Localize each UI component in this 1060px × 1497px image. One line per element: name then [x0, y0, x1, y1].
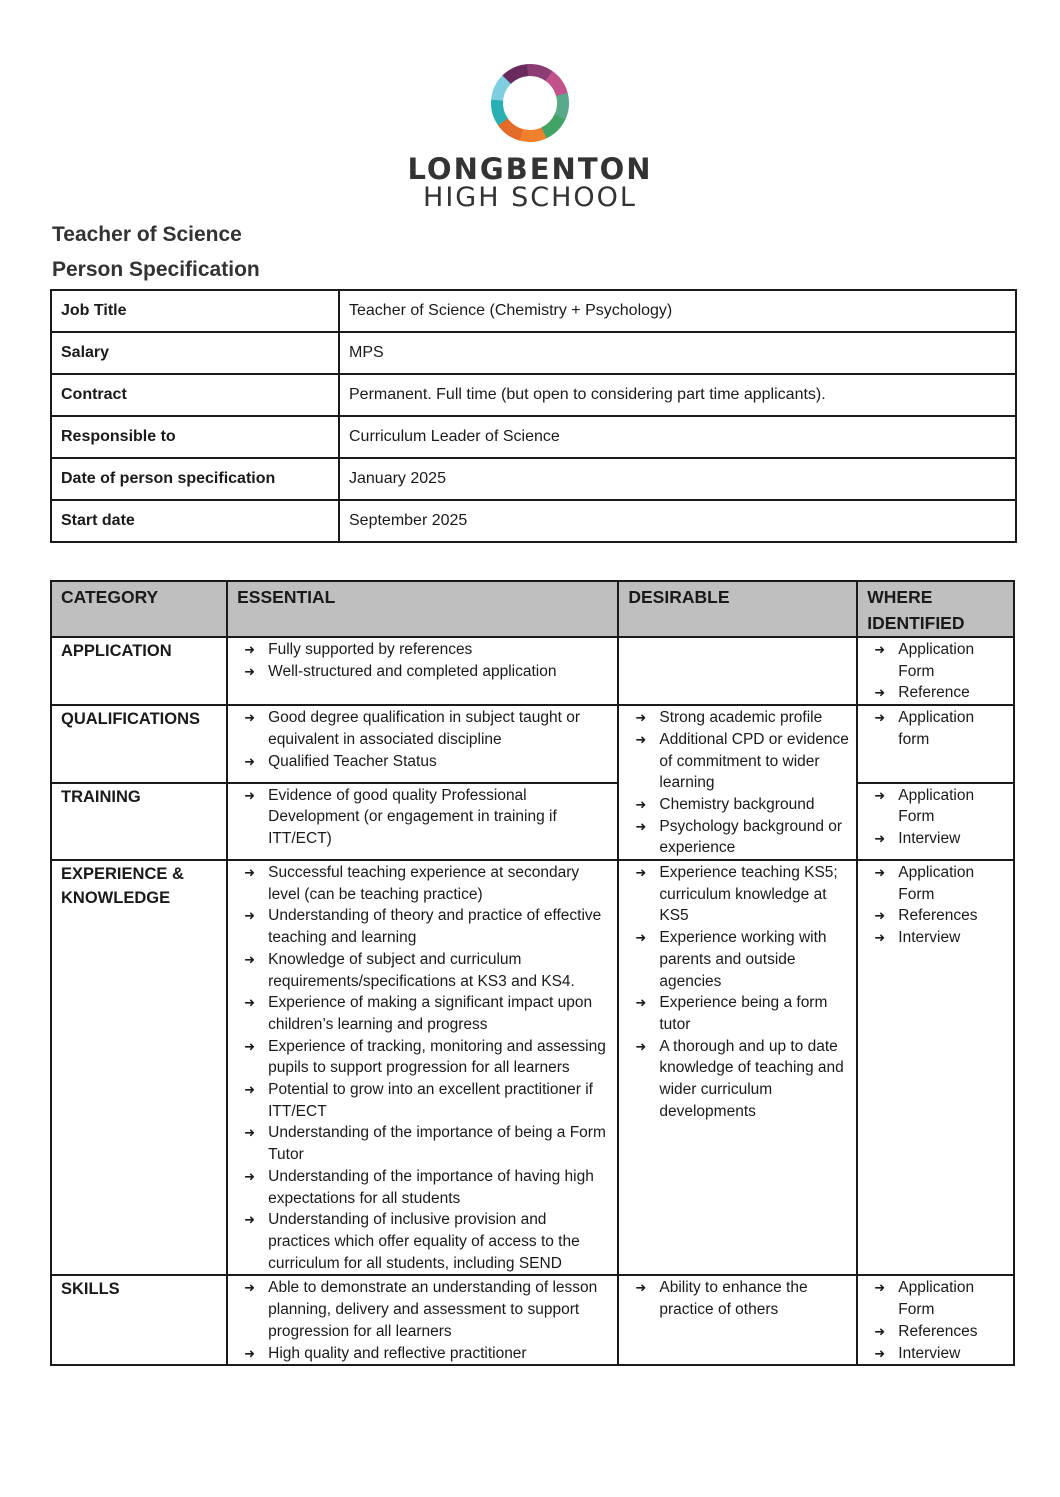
document-subtitle: Person Specification — [52, 258, 260, 281]
bullet-item: ➜ Application Form — [867, 1277, 1007, 1320]
header-category: CATEGORY — [51, 581, 227, 637]
info-label: Job Title — [51, 290, 339, 332]
info-value: Teacher of Science (Chemistry + Psychology) — [339, 290, 1016, 332]
bullet-item: ➜ Application Form — [867, 639, 1007, 682]
where-cell — [857, 860, 1014, 1275]
logo-ring-segment — [560, 94, 563, 117]
bullet-item: ➜ Experience teaching KS5; curriculum knowledge at KS5 — [628, 862, 850, 927]
bullet-item: ➜ Knowledge of subject and curriculum requirements/specifications at KS3 and KS4. — [237, 949, 611, 992]
category-label: EXPERIENCE & KNOWLEDGE — [51, 860, 227, 1275]
bullet-item: ➜ Experience of making a significant impact upon children’s learning and progress — [237, 992, 611, 1035]
bullet-item: ➜ Experience of tracking, monitoring and assessing pupils to support progression for all learners — [237, 1036, 611, 1079]
bullet-item: ➜ Understanding of the importance of being a Form Tutor — [237, 1122, 611, 1165]
where-cell — [857, 705, 1014, 782]
where-list — [867, 1277, 1007, 1364]
bullet-item: ➜ References — [867, 1321, 1007, 1343]
category-label: SKILLS — [51, 1275, 227, 1365]
info-row — [51, 416, 1016, 458]
bullet-item: ➜ High quality and reflective practitioner — [237, 1343, 611, 1365]
header-desirable: DESIRABLE — [618, 581, 857, 637]
logo-ring-icon — [489, 62, 571, 144]
logo-school-name: LONGBENTON — [407, 152, 653, 186]
bullet-item: ➜ Additional CPD or evidence of commitment to wider learning — [628, 729, 850, 794]
logo-ring-segment — [497, 79, 507, 100]
bullet-item: ➜ Strong academic profile — [628, 707, 850, 729]
info-row — [51, 332, 1016, 374]
desirable-cell — [618, 705, 857, 860]
bullet-item: ➜ Able to demonstrate an understanding of lesson planning, delivery and assessment to support progression for all learners — [237, 1277, 611, 1342]
spec-row-application — [51, 637, 1014, 705]
bullet-item: ➜ Application form — [867, 707, 1007, 750]
where-list — [867, 785, 1007, 850]
bullet-item: ➜ Understanding of theory and practice of effective teaching and learning — [237, 905, 611, 948]
header-essential: ESSENTIAL — [227, 581, 618, 637]
bullet-item: ➜ Interview — [867, 927, 1007, 949]
info-value: Permanent. Full time (but open to considering part time applicants). — [339, 374, 1016, 416]
bullet-item: ➜ Understanding of inclusive provision and practices which offer equality of access to the curriculum for all students, including SEND — [237, 1209, 611, 1274]
where-cell — [857, 783, 1014, 860]
where-cell — [857, 1275, 1014, 1365]
desirable-list — [628, 707, 850, 859]
person-specification-table — [50, 580, 1015, 1366]
logo-ring-segment — [521, 133, 544, 136]
bullet-item: ➜ Application Form — [867, 785, 1007, 828]
info-value: September 2025 — [339, 500, 1016, 542]
bullet-item: ➜ Well-structured and completed application — [237, 661, 611, 683]
bullet-item: ➜ References — [867, 905, 1007, 927]
spec-row-skills — [51, 1275, 1014, 1365]
desirable-cell — [618, 1275, 857, 1365]
desirable-list — [628, 862, 850, 1122]
info-label: Start date — [51, 500, 339, 542]
essential-cell — [227, 860, 618, 1275]
where-cell — [857, 637, 1014, 705]
essential-list — [237, 785, 611, 850]
info-value: Curriculum Leader of Science — [339, 416, 1016, 458]
essential-cell — [227, 783, 618, 860]
info-row — [51, 458, 1016, 500]
logo-school-subtitle: HIGH SCHOOL — [423, 182, 637, 213]
bullet-item: ➜ Good degree qualification in subject taught or equivalent in associated discipline — [237, 707, 611, 750]
bullet-item: ➜ Successful teaching experience at secondary level (can be teaching practice) — [237, 862, 611, 905]
logo-ring-segment — [507, 70, 528, 80]
info-label: Date of person specification — [51, 458, 339, 500]
essential-cell — [227, 705, 618, 782]
bullet-item: ➜ Experience being a form tutor — [628, 992, 850, 1035]
info-value: January 2025 — [339, 458, 1016, 500]
bullet-item: ➜ Ability to enhance the practice of others — [628, 1277, 850, 1320]
essential-list — [237, 862, 611, 1274]
info-label: Salary — [51, 332, 339, 374]
spec-row-experience — [51, 860, 1014, 1275]
bullet-item: ➜ Potential to grow into an excellent practitioner if ITT/ECT — [237, 1079, 611, 1122]
bullet-item: ➜ A thorough and up to date knowledge of teaching and wider curriculum developments — [628, 1036, 850, 1123]
bullet-item: ➜ Understanding of the importance of having high expectations for all students — [237, 1166, 611, 1209]
desirable-cell — [618, 860, 857, 1275]
bullet-item: ➜ Psychology background or experience — [628, 816, 850, 859]
essential-cell — [227, 637, 618, 705]
bullet-item: ➜ Experience working with parents and outside agencies — [628, 927, 850, 992]
bullet-item: ➜ Fully supported by references — [237, 639, 611, 661]
bullet-item: ➜ Interview — [867, 1343, 1007, 1365]
bullet-item: ➜ Chemistry background — [628, 794, 850, 816]
essential-list — [237, 707, 611, 772]
bullet-item: ➜ Evidence of good quality Professional Development (or engagement in training if ITT/ECT) — [237, 785, 611, 850]
logo-ring-segment — [503, 122, 522, 135]
where-list — [867, 639, 1007, 704]
logo-ring-segment — [544, 117, 560, 133]
spec-header-row — [51, 581, 1014, 637]
header-where-identified: WHERE IDENTIFIED — [857, 581, 1014, 637]
info-value: MPS — [339, 332, 1016, 374]
bullet-item: ➜ Application Form — [867, 862, 1007, 905]
bullet-item: ➜ Reference — [867, 682, 1007, 704]
document-title: Teacher of Science — [52, 223, 242, 246]
info-row — [51, 500, 1016, 542]
category-label: QUALIFICATIONS — [51, 705, 227, 782]
essential-cell — [227, 1275, 618, 1365]
category-label: APPLICATION — [51, 637, 227, 705]
logo-ring-segment — [527, 70, 549, 76]
bullet-item: ➜ Qualified Teacher Status — [237, 751, 611, 773]
job-info-table — [50, 289, 1017, 543]
info-label: Responsible to — [51, 416, 339, 458]
desirable-cell — [618, 637, 857, 705]
info-row — [51, 290, 1016, 332]
logo-ring-segment — [549, 76, 562, 95]
essential-list — [237, 639, 611, 682]
spec-row-qualifications — [51, 705, 1014, 782]
info-row — [51, 374, 1016, 416]
category-label: TRAINING — [51, 783, 227, 860]
bullet-item: ➜ Interview — [867, 828, 1007, 850]
spec-row-training — [51, 783, 1014, 860]
where-list — [867, 862, 1007, 949]
where-list — [867, 707, 1007, 750]
info-label: Contract — [51, 374, 339, 416]
logo-ring-segment — [497, 100, 503, 122]
desirable-list — [628, 1277, 850, 1320]
essential-list — [237, 1277, 611, 1364]
school-logo — [0, 62, 1060, 212]
